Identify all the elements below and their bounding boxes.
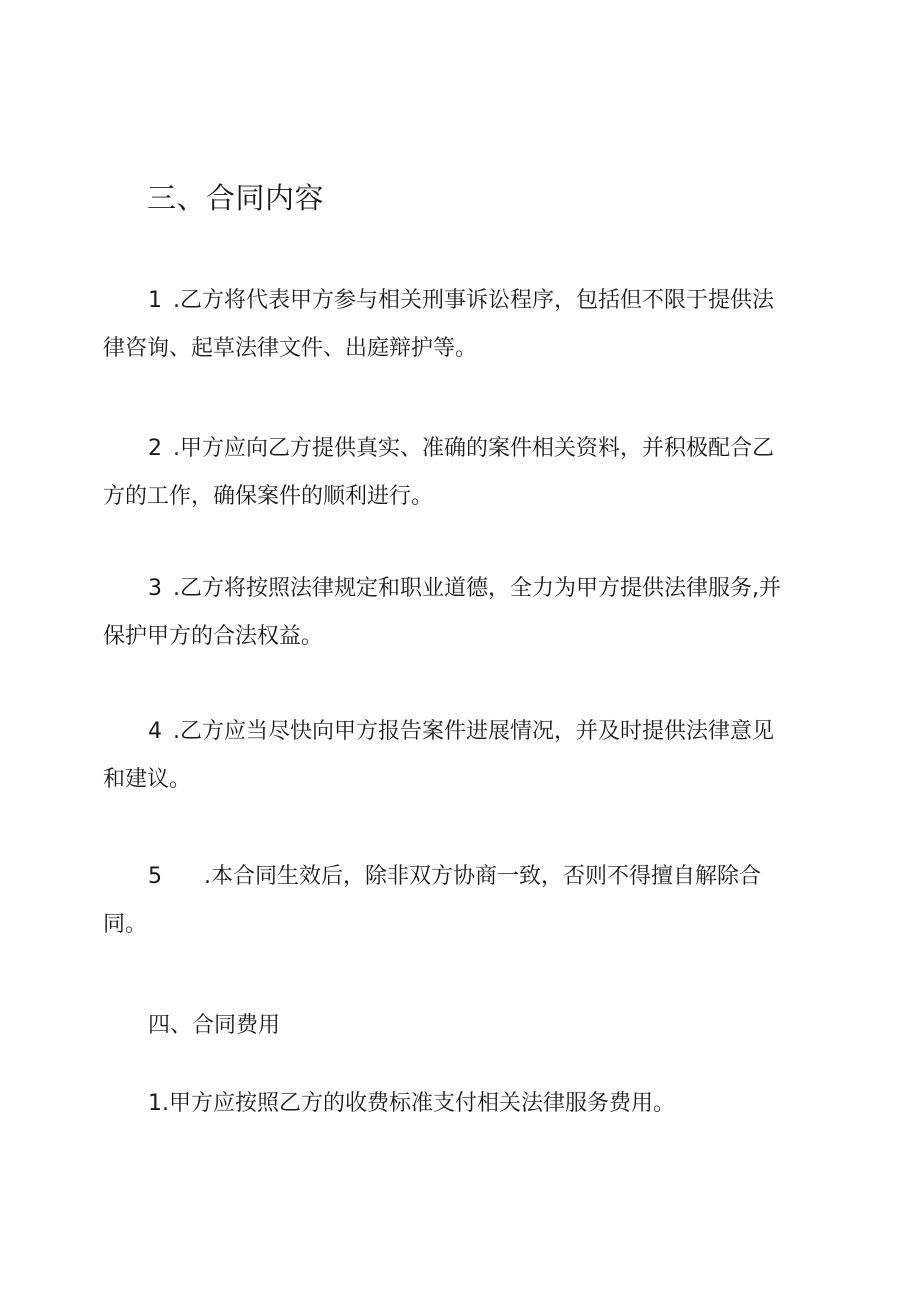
clause-text: .甲方应向乙方提供真实、准确的案件相关资料，并积极配合乙	[173, 436, 774, 461]
clause-5-line-1	[103, 853, 823, 901]
clause-number: 3	[148, 576, 162, 601]
clause-number: 5	[148, 864, 162, 889]
clause-3-line-1	[103, 565, 823, 613]
section-heading-contract-fees: 四、合同费用	[148, 1013, 281, 1038]
clause-text: .乙方将按照法律规定和职业道德，全力为甲方提供法律服务,并	[173, 576, 781, 601]
clause-number: 2	[148, 436, 162, 461]
clause-4	[103, 708, 823, 804]
clause-number: 4	[148, 719, 162, 744]
clause-2-line-2: 方的工作，确保案件的顺利进行。	[103, 484, 434, 509]
clause-1	[103, 277, 823, 373]
clause-2	[103, 425, 823, 521]
clause-5	[103, 853, 823, 949]
clause-text: .乙方应当尽快向甲方报告案件进展情况，并及时提供法律意见	[173, 719, 774, 744]
clause-4-line-1	[103, 708, 823, 756]
clause-text: .本合同生效后，除非双方协商一致，否则不得擅自解除合	[204, 864, 761, 889]
clause-number: 1	[148, 288, 162, 313]
clause-1-line-2: 律咨询、起草法律文件、出庭辩护等。	[103, 336, 478, 361]
clause-2-line-1	[103, 425, 823, 473]
clause-3	[103, 565, 823, 661]
clause-1-line-1	[103, 277, 823, 325]
clause-4-line-2: 和建议。	[103, 767, 192, 792]
fee-clause-1: 1.甲方应按照乙方的收费标准支付相关法律服务费用。	[148, 1091, 675, 1116]
clause-5-line-2: 同。	[103, 912, 148, 937]
clause-3-line-2: 保护甲方的合法权益。	[103, 624, 324, 649]
clause-text: .乙方将代表甲方参与相关刑事诉讼程序，包括但不限于提供法	[173, 288, 774, 313]
section-heading-contract-content: 三、合同内容	[147, 181, 325, 215]
